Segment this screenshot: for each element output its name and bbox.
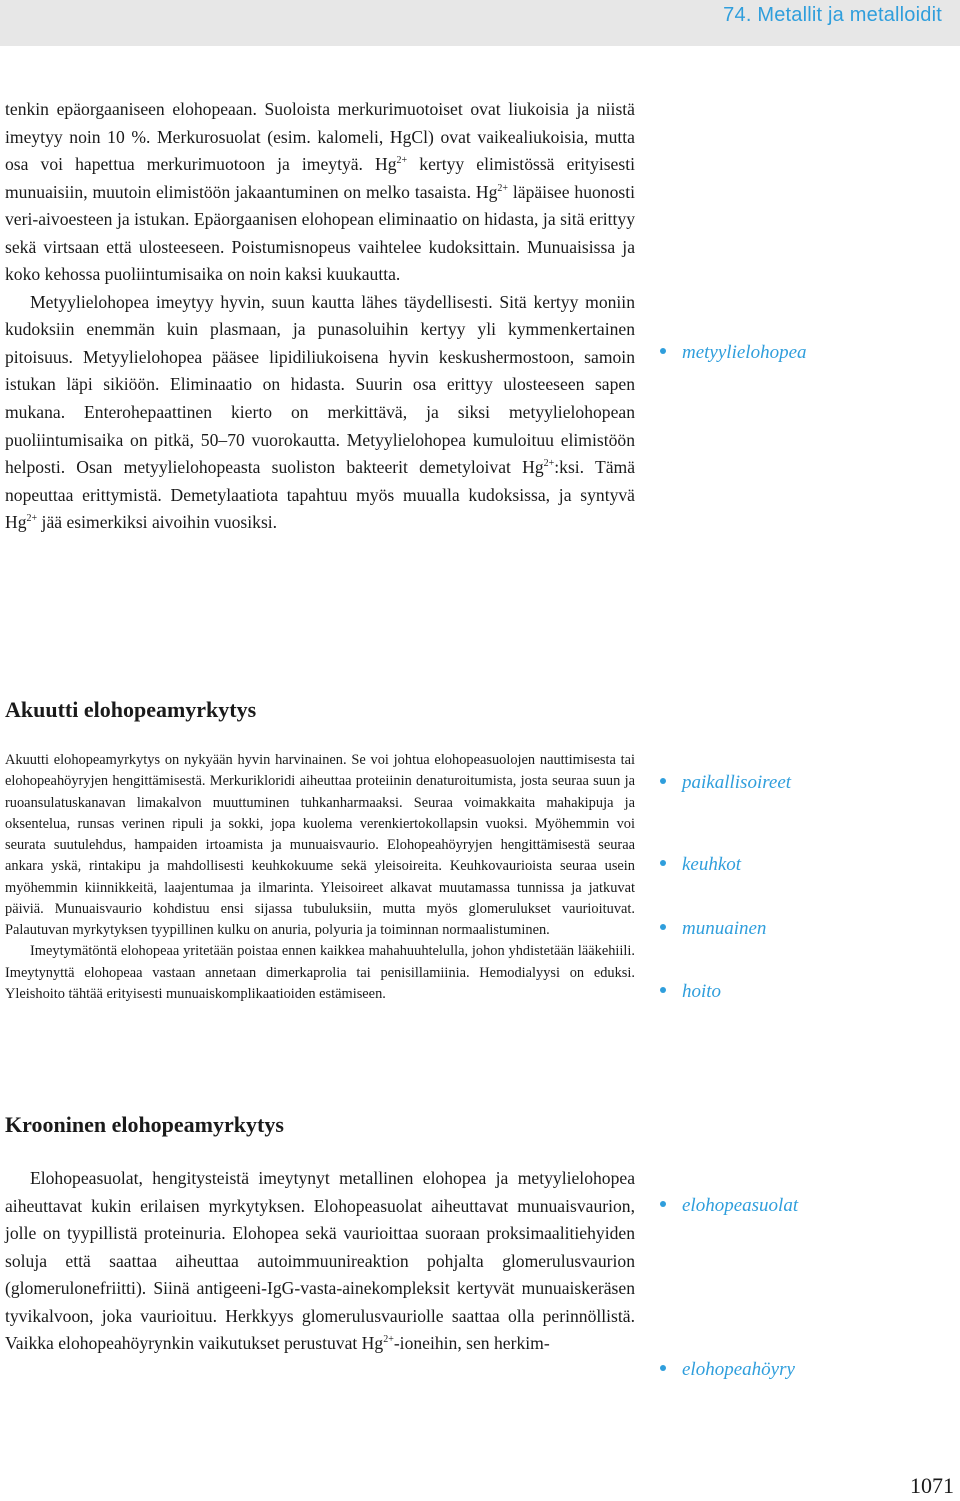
bullet-icon — [660, 987, 666, 993]
section-heading-acute: Akuutti elohopeamyrkytys — [5, 697, 257, 722]
bullet-icon — [660, 924, 666, 930]
paragraph: Metyylielohopea imeytyy hyvin, suun kautta lähes täydellisesti. Sitä kertyy moniin kudoksiin enemmän kuin plasmaan, ja punasoluihin kertyy yli kymmenkertainen pitoisuus. Metyylielohopea pääsee lipidiliukoisena hyvin keskushermostoon, samoin istukan läpi sikiöön. Eliminaatio on hidasta. Suurin osa erittyy ulosteeseen sapen mukana. Enterohepaattinen kierto on merkittävä, ja siksi metyylielohopean puoliintumisaika on pitkä, 50–70 vuorokautta. Metyylielohopea kumuloituu elimistöön helposti. Osan metyylielohopeasta suoliston bakteerit demetyloivat $Hg^{2+}:ksi$. Tämä nopeuttaa erittymistä. Demetylaatiota tapahtuu myös muualla kudoksissa, ja syntyvä $Hg^{2+}$ jää esimerkiksi aivoihin vuosiksi. — [5, 291, 636, 533]
margin-keyword-paikallisoireet: paikallisoireet — [660, 772, 791, 794]
chapter-title: 74. Metallit ja metalloidit — [723, 4, 942, 26]
bullet-icon — [660, 778, 666, 784]
section-heading-chronic: Krooninen elohopeamyrkytys — [5, 1112, 284, 1137]
body-text-chronic — [5, 1165, 635, 1358]
paragraph: Akuutti elohopeamyrkytys on nykyään hyvin harvinainen. Se voi johtua elohopeasuolojen nauttimisesta tai elohopeahöyryjen hengittämisestä. Merkurikloridi aiheuttaa proteiinin denaturoitumista, josta seuraa suun ja ruoansulatuskanavan limakalvon muuttuminen tuhkanharmaaksi. Seuraa voimakkaita mahakipuja ja oksentelua, runsas verinen ripuli ja sokki, jopa kuolema verenkiertokollapsin vuoksi. Myöhemmin voi seurata suutulehdus, hampaiden irtoamista ja munuaisvaurio. Elohopeahöyryjen hengittämisestä seuraa ankara yskä, rintakipu ja mahdollisesti keuhkokuume sekä yleisoireita. Keuhkovaurioista seuraa usein myöhemmin kiinnikkeitä, laajentumaa ja ilmarinta. Yleisoireet alkavat muutamassa tunnissa ja jatkuvat päiviä. Munuaisvaurio kohdistuu ensi sijassa tubuluksiin, mutta myös glomerulukset vaurioituvat. Palautuvan myrkytyksen tyypillinen kulku on anuria, polyuria ja toiminnan normaalistuminen. — [5, 752, 635, 938]
paragraph: Elohopeasuolat, hengitysteistä imeytynyt metallinen elohopea ja metyylielohopea aiheuttavat kukin erilaisen myrkytyksen. Elohopeasuolat aiheuttavat munuaisvaurion, jolle on tyypillistä proteinuria. Elohopea sekä vaurioittaa suoraan proksimaalitiehyiden soluja että saattaa aiheuttaa autoimmuunireaktion pohjalta glomerulusvaurion (glomerulonefriitti). Siinä antigeeni-IgG-vasta-ainekompleksit kertyvät munuaiskeräsen tyvikalvoon, joka vaurioituu. Herkkyys glomerulusvauriolle saattaa olla perinnöllistä. Vaikka elohopeahöyrynkin vaikutukset perustuvat $Hg^{2+}$-ioneihin, sen herkim- — [5, 1168, 635, 1354]
margin-keyword-hoito: hoito — [660, 981, 721, 1003]
paragraph: Imeytymätöntä elohopeaa yritetään poistaa ennen kaikkea mahahuuhtelulla, johon yhdistetään lääkehiili. Imeytynyttä elohopeaa vastaan annetaan dimerkaprolia tai penisillamiinia. Hemodialyysi on eduksi. Yleishoito tähtää erityisesti munuaiskomplikaatioiden estämiseen. — [5, 943, 635, 1002]
margin-keyword-metyylielohopea: metyylielohopea — [660, 342, 807, 364]
margin-keyword-keuhkot: keuhkot — [660, 854, 741, 876]
page-number: 1071 — [910, 1473, 954, 1498]
bullet-icon — [660, 348, 666, 354]
margin-keyword-munuainen: munuainen — [660, 918, 766, 940]
page-header-bar — [0, 0, 960, 46]
bullet-icon — [660, 1365, 666, 1371]
paragraph: tenkin epäorgaaniseen elohopeaan. Suoloista merkurimuotoiset ovat liukoisia ja niistä imeytyy noin 10 %. Merkurosuolat (esim. kalomeli, HgCl) ovat vaikealiukoisia, mutta osa voi hapettua merkurimuotoon ja imeytyä. $Hg^{2+}$ kertyy elimistössä erityisesti munuaisiin, muutoin elimistöön jakaantuminen on melko tasaista. $Hg^{2+}$ läpäisee huonosti veri-aivoesteen ja istukan. Epäorgaanisen elohopean eliminaatio on hidasta, ja sitä erittyy sekä virtsaan että ulosteeseen. Poistumisnopeus vaihtelee kudoksittain. Munuaisissa ja koko kehossa puoliintumisaika on noin kaksi kuukautta. — [5, 99, 635, 285]
bullet-icon — [660, 1201, 666, 1207]
margin-keyword-elohopeasuolat: elohopeasuolat — [660, 1195, 798, 1217]
bullet-icon — [660, 860, 666, 866]
body-text-section-1 — [5, 96, 635, 537]
body-text-acute — [5, 750, 635, 1005]
margin-keyword-elohopeahoyry: elohopeahöyry — [660, 1359, 795, 1381]
